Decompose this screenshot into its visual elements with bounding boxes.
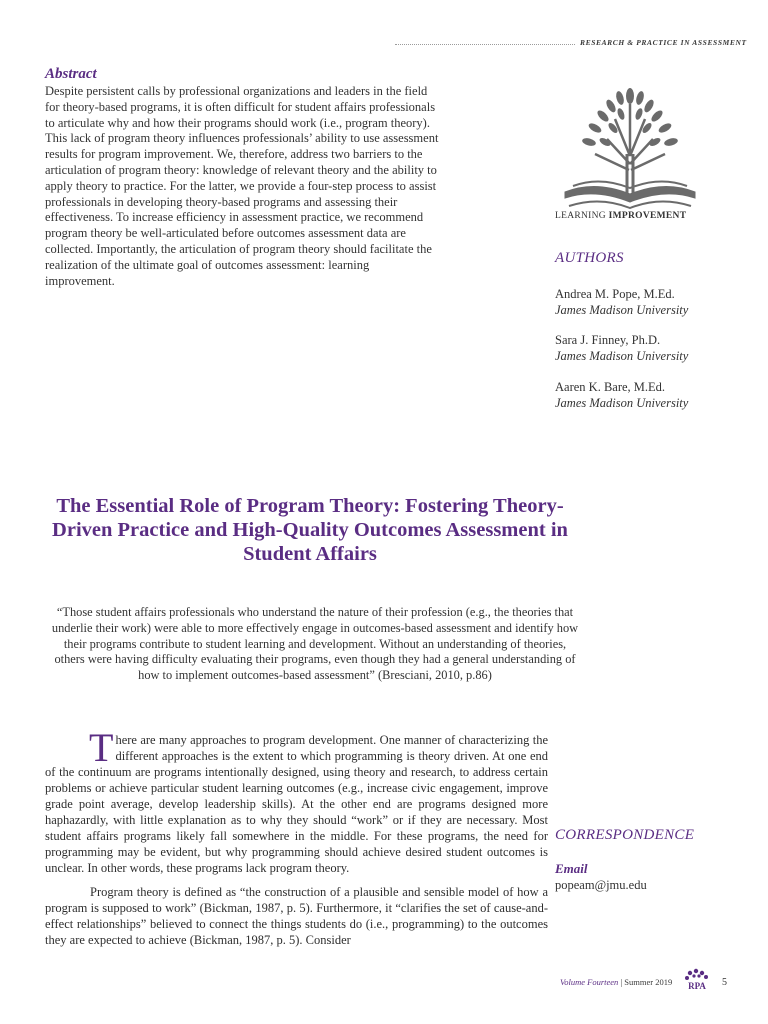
footer-issue-date: Summer 2019 [624,977,673,987]
logo-caption [555,211,686,221]
authors-heading: AUTHORS [555,250,624,266]
author-entry [555,286,688,318]
author-affiliation: James Madison University [555,396,689,410]
article-title: The Essential Role of Program Theory: Fostering Theory-Driven Practice and High-Quality Outcomes Assessment in Student Affairs [52,495,568,565]
footer-separator: | [618,977,625,987]
logo-caption-part1: LEARNING [555,211,609,221]
paragraph-1-text: here are many approaches to program development. One manner of characterizing the different approaches is the extent to which programming is theory driven. At one end of the continuum are programs intentionally designed, using theory and research, to address certain problems or achieve particular student learning outcomes (e.g., increase civic engagement, improve grade point average, develop leadership skills). At the other end are programs designed more haphazardly, with little explanation as to why they should “work” or if they are necessary. Most student affairs programs likely fall somewhere in the middle. For these programs, the need for programming may be evident, but why programming should achieve desired student outcomes is unclear. In other words, these programs lack program theory. [45,733,548,875]
article-body [45,725,548,956]
email-address[interactable]: popeam@jmu.edu [555,878,647,892]
page-number: 5 [722,977,727,988]
footer-issue [560,977,672,987]
author-name: Andrea M. Pope, M.Ed. [555,287,675,301]
rpa-label: RPA [688,981,706,991]
correspondence-heading: CORRESPONDENCE [555,827,695,843]
footer-volume: Volume Fourteen [560,977,619,987]
abstract-heading: Abstract [45,66,97,82]
author-name: Aaren K. Bare, M.Ed. [555,380,666,394]
running-header: RESEARCH & PRACTICE IN ASSESSMENT [580,38,747,47]
epigraph-quote: “Those student affairs professionals who understand the nature of their profession (e.g., the theories that underlie their work) were able to more effectively engage in outcomes-based assessment and identify how their programs contribute to student learning and development. Without an understanding of theories, others were having difficulty evaluating their programs, even though they had a general understanding of how to implement outcomes-based assessment” (Bresciani, 2010, p.86) [51,605,579,683]
rpa-logo-icon [682,968,712,994]
body-paragraph-2: Program theory is defined as “the construction of a plausible and sensible model of how a program is supposed to work” (Bickman, 1987, p. 5). Furthermore, it “clarifies the set of cause-and-effect relationships” believed to connect the things students do (i.e., programming) to the outcomes they are expected to achieve (Bickman, 1987, p. 5). Consider [45,885,548,947]
header-divider [395,44,575,45]
email-label: Email [555,861,588,876]
author-name: Sara J. Finney, Ph.D. [555,333,661,347]
abstract-paragraph: Despite persistent calls by professional organizations and leaders in the field for theory-based programs, it is often difficult for student affairs professionals to articulate why and how their programs should work (i.e., program theory). This lack of program theory influences professionals’ ability to use assessment results for program improvement. We, therefore, address two barriers to the articulation of program theory: knowledge of relevant theory and the ability to apply theory to practice. For the latter, we provide a four-step process to assist professionals in developing theory-based programs and assessing their effectiveness. To increase efficiency in assessment practice, we recommend program theory be well-articulated before outcomes assessment data are collected. Importantly, the articulation of program theory should facilitate the realization of the ultimate goal of outcomes assessment: learning improvement. [45,84,439,288]
abstract-text [45,84,441,289]
logo-caption-part2: IMPROVEMENT [608,211,687,221]
author-entry [555,332,688,364]
author-affiliation: James Madison University [555,303,689,317]
author-affiliation: James Madison University [555,349,689,363]
tree-book-icon [555,84,705,212]
drop-cap: T [89,725,114,770]
body-paragraph-1 [45,725,548,876]
author-entry [555,379,688,411]
